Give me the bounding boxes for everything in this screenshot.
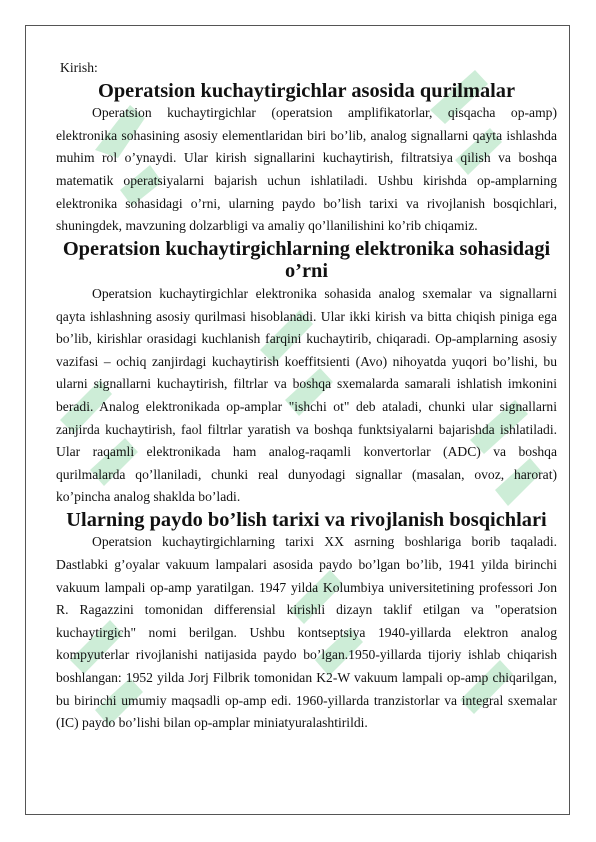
paragraph-role: Operatsion kuchaytirgichlar elektronika sohasida analog sxemalar va signallarni qayta ishlashning asosiy qurilmasi hisoblanadi. Ular ikki kirish va bitta chiqish piniga ega bo’lib, kirishlar orasidagi kuchlanish farqini kuchaytirib, chiqaradi. Op-amplarning asosiy vazifasi – ochiq zanjirdagi kuchaytirish koeffitsienti (Avo) nihoyatda yuqori bo’lishi, bu ularni signallarni kuchaytirish, filtrlar va boshqa sxemalarda samarali ishlatish imkonini beradi. Analog elektronikada op-amplar "ishchi ot" deb ataladi, chunki ular signallarni zanjirda kuchaytirish, faol filtrlar yaratish va boshqa funktsiyalarni bajarishda ishlatiladi. Ular raqamli elektronikada ham analog-raqamli konvertorlar (ADC) va boshqa qurilmalarda qo’llaniladi, chunki real dunyodagi signallar (masalan, ovoz, harorat) ko’pincha analog shaklda bo’ladi. xyxy=(56,285,557,505)
paragraph-introduction: Operatsion kuchaytirgichlar (operatsion amplifikatorlar, qisqacha op-amp) elektronika sohasining asosiy elementlaridan biri bo’lib, analog signallarni qayta ishlashda muhim rol o’ynaydi. Ular kirish signallarini kuchaytirish, filtratsiya qilish va boshqa matematik operatsiyalarni bajarish uchun ishlatiladi. Ushbu kirishda op-amplarning elektronika sohasidagi o’rni, ularning paydo bo’lish tarixi va rivojlanish bosqichlari, shuningdek, mavzuning dolzarbligi va amaliy qo’llanilishini ko’rib chiqamiz. xyxy=(56,105,557,234)
section-heading-history: Ularning paydo bo’lish tarixi va rivojlanish bosqichlari xyxy=(66,508,547,531)
document-body xyxy=(56,57,557,735)
intro-label: Kirish: xyxy=(60,60,98,75)
section-heading-role: Operatsion kuchaytirgichlarning elektronika sohasidagi o’rni xyxy=(62,237,551,283)
paragraph-history: Operatsion kuchaytirgichlarning tarixi XX asrning boshlariga borib taqaladi. Dastlabki g’oyalar vakuum lampalari asosida paydo bo’lgan bo’lib, 1941 yilda birinchi vakuum lampali op-amp yaratilgan. 1947 yilda Kolumbiya universitetining professori Jon R. Ragazzini tomonidan differensial kirishli dizayn taklif etilgan va "operatsion kuchaytirgich" nomi berilgan. Ushbu kontseptsiya 1940-yillarda elektron analog kompyuterlar rivojlanishi natijasida paydo bo’lgan.1950-yillarda tijoriy ishlab chiqarish boshlangan: 1952 yilda Jorj Filbrik tomonidan K2-W vakuum lampali op-amp chiqarilgan, bu birinchi umumiy maqsadli op-amp edi. 1960-yillarda tranzistorlar va integral sxemalar (IC) paydo bo’lishi bilan op-amplar miniatyuralashtirildi. xyxy=(56,534,557,731)
section-heading-devices: Operatsion kuchaytirgichlar asosida qurilmalar xyxy=(97,79,516,102)
